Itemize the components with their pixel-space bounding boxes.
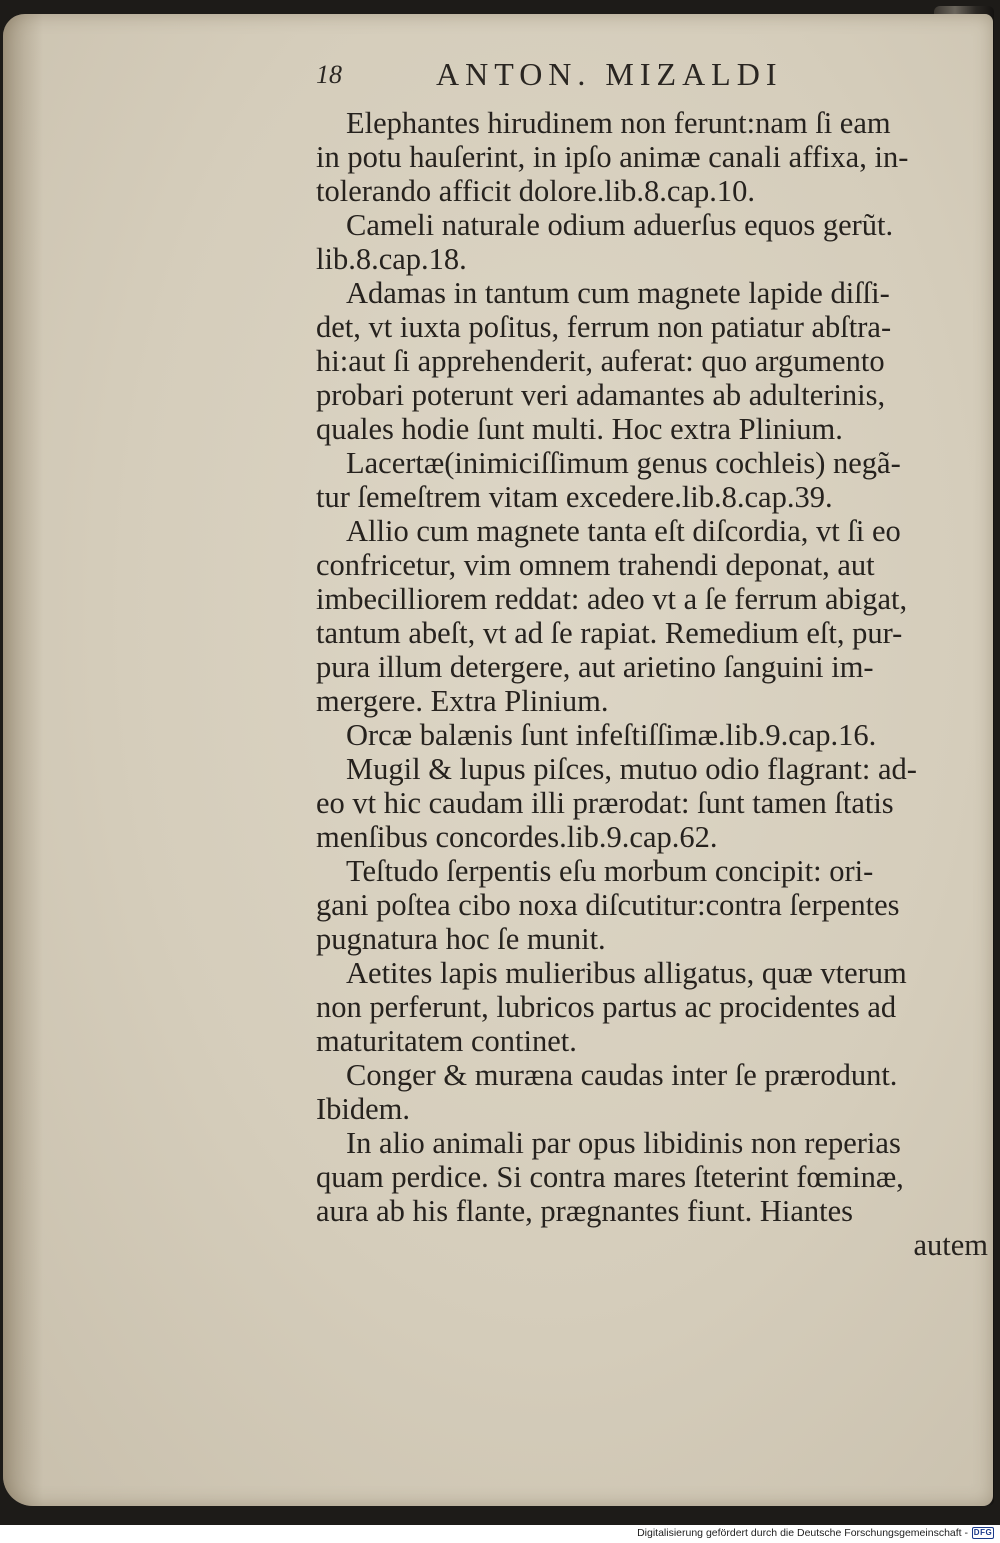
- text-line: tantum abeſt, vt ad ſe rapiat. Remedium eſt, pur-: [316, 616, 903, 650]
- footer-bar: [0, 1525, 1000, 1543]
- dfg-logo: DFG: [973, 1528, 993, 1537]
- text-line: maturitatem continet.: [316, 1024, 577, 1058]
- text-line: lib.8.cap.18.: [316, 242, 467, 276]
- text-line: quam perdice. Si contra mares ſteterint fœminæ,: [316, 1160, 904, 1194]
- text-line: pugnatura hoc ſe munit.: [316, 922, 606, 956]
- text-line: Cameli naturale odium aduerſus equos gerũt.: [346, 208, 894, 242]
- text-line: Adamas in tantum cum magnete lapide diſſi-: [346, 276, 890, 310]
- text-line: Ibidem.: [316, 1092, 411, 1126]
- page-gutter-shade: [3, 14, 43, 1506]
- text-line: gani poſtea cibo noxa diſcutitur:contra ſerpentes: [316, 888, 900, 922]
- text-line: pura illum detergere, aut arietino ſanguini im-: [316, 650, 874, 684]
- running-title: ANTON. MIZALDI: [436, 56, 783, 92]
- text-line: Elephantes hirudinem non ferunt:nam ſi eam: [346, 106, 891, 140]
- text-line: mergere. Extra Plinium.: [316, 684, 609, 718]
- funding-notice: Digitalisierung gefördert durch die Deutsche Forschungsgemeinschaft -: [637, 1527, 968, 1539]
- text-line: Teſtudo ſerpentis eſu morbum concipit: ori-: [346, 854, 874, 888]
- text-line: hi:aut ſi apprehenderit, auferat: quo argumento: [316, 344, 885, 378]
- text-line: imbecilliorem reddat: adeo vt a ſe ferrum abigat,: [316, 582, 908, 616]
- text-line: non perferunt, lubricos partus ac procidentes ad: [316, 990, 897, 1024]
- text-line: Conger & muræna caudas inter ſe prærodunt.: [346, 1058, 898, 1092]
- text-line: quales hodie ſunt multi. Hoc extra Plinium.: [316, 412, 843, 446]
- text-line: tolerando afficit dolore.lib.8.cap.10.: [316, 174, 756, 208]
- text-line: Allio cum magnete tanta eſt diſcordia, vt ſi eo: [346, 514, 901, 548]
- text-line: In alio animali par opus libidinis non reperias: [346, 1126, 901, 1160]
- text-line: eo vt hic caudam illi prærodat: ſunt tamen ſtatis: [316, 786, 894, 820]
- running-head: [316, 56, 981, 106]
- text-line: in potu hauſerint, in ipſo animæ canali affixa, in-: [316, 140, 909, 174]
- text-line: det, vt iuxta poſitus, ferrum non patiatur abſtra-: [316, 310, 892, 344]
- text-line: Lacertæ(inimiciſſimum genus cochleis) negã-: [346, 446, 901, 480]
- text-line: Mugil & lupus piſces, mutuo odio flagrant: ad-: [346, 752, 917, 786]
- text-line: tur ſemeſtrem vitam excedere.lib.8.cap.39.: [316, 480, 833, 514]
- text-line: Aetites lapis mulieribus alligatus, quæ vterum: [346, 956, 907, 990]
- text-line: confricetur, vim omnem trahendi deponat, aut: [316, 548, 875, 582]
- text-line: probari poterunt veri adamantes ab adulterinis,: [316, 378, 886, 412]
- text-line: menſibus concordes.lib.9.cap.62.: [316, 820, 718, 854]
- catchword: autem: [913, 1228, 988, 1262]
- body-text: [316, 106, 988, 1262]
- text-line: Orcæ balænis ſunt infeſtiſſimæ.lib.9.cap.16.: [346, 718, 877, 752]
- text-line: aura ab his flante, prægnantes fiunt. Hiantes: [316, 1194, 853, 1228]
- page-number: 18: [316, 60, 342, 89]
